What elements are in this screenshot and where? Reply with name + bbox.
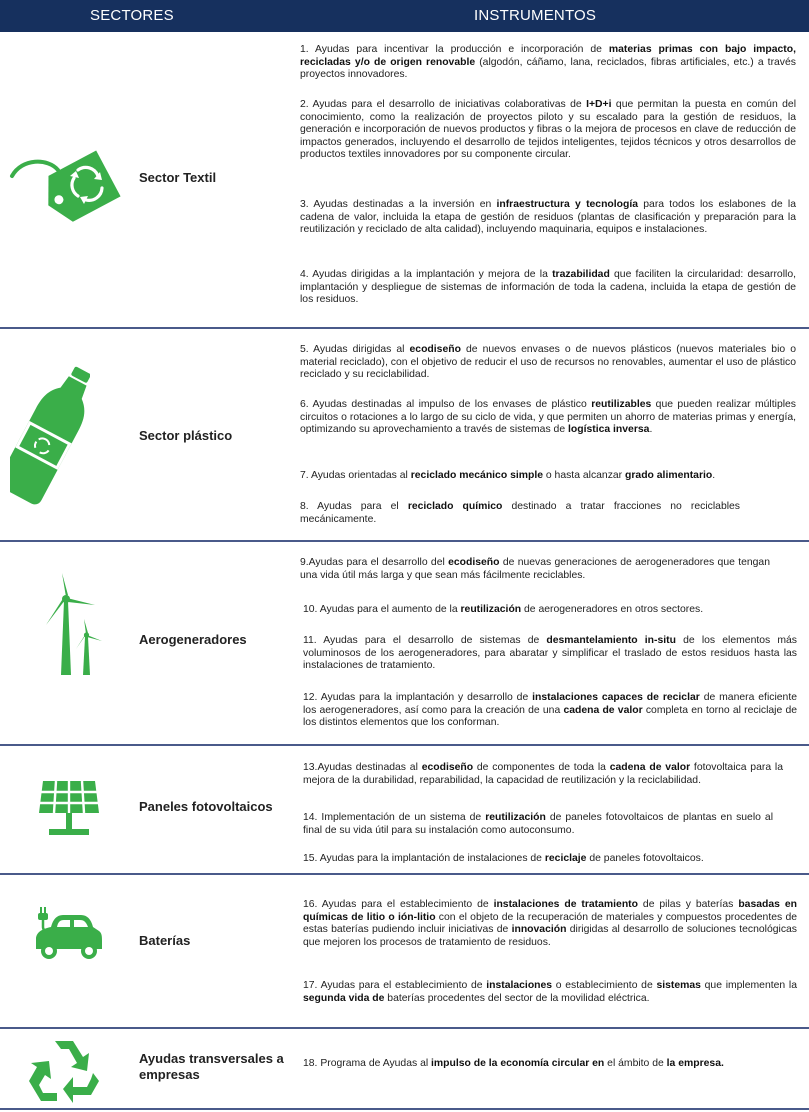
sector-label-aerogeneradores: Aerogeneradores — [139, 632, 247, 647]
item-text: de los elementos más voluminosos de los aerogeneradores, para abaratar y simplificar el traslado de estos residuos hasta las instalaciones de tratamiento. — [303, 635, 797, 672]
item-highlight-text: la empresa. — [666, 1058, 724, 1069]
item-text: 15. Ayudas para la implantación de instalaciones de — [303, 853, 545, 864]
item-text: completa en torno al reciclaje de los distintos elementos que los conforman. — [303, 704, 798, 729]
item-text: 13.Ayudas destinadas al — [303, 762, 422, 773]
item-text: 17. Ayudas para el establecimiento de — [303, 980, 487, 991]
instrument-item — [303, 853, 797, 866]
item-highlight-text: impulso de la economía circular en — [431, 1058, 605, 1069]
item-text: que implementen la — [700, 980, 797, 991]
item-highlight-text: ecodiseño — [448, 557, 500, 568]
item-text: fotovoltaica para la mejora de la durabilidad, reparabilidad, la capacidad de reutilización y la reciclabilidad. — [303, 762, 783, 786]
item-text: 10. Ayudas para el aumento de la — [303, 604, 461, 615]
instrument-item — [300, 399, 796, 437]
item-text: 18. Programa de Ayudas al — [303, 1058, 432, 1069]
item-text: de nuevos envases o de nuevos plásticos (nuevos materiales bio o material reciclado), con el objetivo de reducir el uso de recursos no renovables, aumentar el uso de plástico reciclado y su reciclabilidad. — [300, 344, 796, 381]
item-text: 16. Ayudas para el establecimiento de — [303, 899, 494, 910]
item-text: destinado a tratar fracciones no reciclables mecánicamente. — [300, 501, 741, 525]
instrument-item — [303, 692, 797, 730]
item-text: que permitan la puesta en común del conocimiento, como la realización de proyectos piloto y su escalado para la gestión de residuos, la generación e incorporación de nuevos productos y fibras o la mejora de procesos en clave de reducción de impactos generados, incluyendo el desarrollo de tejidos inteligentes, tejidos técnicos y otros desarrollos de productos textiles innovadores por su componente circular. — [300, 99, 796, 161]
item-text: 11. Ayudas para el desarrollo de sistemas de — [303, 635, 547, 646]
recycle-arrows-icon — [27, 1037, 103, 1105]
item-text: . — [712, 470, 716, 481]
item-highlight-text: reciclado químico — [407, 501, 503, 512]
instrument-item — [300, 344, 796, 382]
sector-label-transversales: Ayudas transversales a empresas — [139, 1051, 284, 1082]
instrument-item — [300, 199, 796, 237]
item-text: el ámbito de — [604, 1058, 667, 1069]
item-highlight-text: infraestructura y tecnología — [496, 199, 639, 210]
item-text: 8. Ayudas para el — [300, 501, 408, 512]
item-text: con el objeto de la recuperación de materiales y compuestos procedentes de estas baterías pudiendo incluir iniciativas de — [303, 911, 797, 936]
item-text: 6. Ayudas destinadas al impulso de los envases de plástico — [300, 399, 592, 410]
instrument-item — [300, 44, 796, 82]
item-highlight-text: instalaciones de tratamiento — [493, 899, 638, 910]
item-text: de pilas y baterías — [637, 899, 739, 910]
sector-label-textil: Sector Textil — [139, 170, 217, 185]
instrument-item — [303, 812, 773, 837]
instrument-item — [303, 980, 797, 1005]
instrument-item — [303, 899, 797, 949]
item-text: de componentes de toda la — [473, 762, 610, 773]
item-highlight-text: I+D+i — [586, 99, 612, 110]
item-highlight-text: materias primas con bajo impacto, recicladas y/o de origen renovable — [300, 44, 796, 68]
item-highlight-text: cadena de valor — [563, 704, 643, 716]
row-divider — [0, 873, 809, 875]
item-highlight-text: ecodiseño — [421, 762, 474, 773]
item-text: que faciliten la circularidad: desarrollo, implantación y despliegue de sistemas de información de toda la cadena, incluida la etapa de gestión de los residuos. — [300, 269, 796, 306]
item-text: de aerogeneradores en otros sectores. — [521, 604, 704, 615]
item-text: dirigidas al desarrollo de soluciones tecnológicas que mejoren los procesos de tratamiento de residuos. — [303, 924, 797, 948]
sector-label-paneles: Paneles fotovoltaicos — [139, 799, 273, 814]
item-highlight-text: segunda vida de — [303, 992, 385, 1004]
item-highlight-text: reutilizables — [591, 399, 652, 410]
item-text: (algodón, cáñamo, lana, reciclados, fibras artificiales, etc.) a través proyectos innovadores. — [300, 56, 796, 81]
item-highlight-text: logística inversa — [568, 424, 650, 436]
row-divider — [0, 540, 809, 542]
item-text: 9.Ayudas para el desarrollo del — [300, 557, 449, 568]
instrument-item — [303, 604, 799, 617]
row-divider — [0, 1108, 809, 1110]
row-divider — [0, 744, 809, 746]
item-text: o establecimiento de — [552, 980, 657, 991]
item-highlight-text: sistemas — [656, 980, 701, 991]
instrument-item — [300, 557, 770, 582]
item-text: de paneles fotovoltaicos de plantas en suelo al final de su vida útil para su instalación como autoconsumo. — [303, 812, 773, 836]
item-text: para todos los eslabones de la cadena de valor, incluida la etapa de gestión de residuos (plantas de clasificación y preparación para la reutilización y reciclado de alta calidad), incluyendo maquinaria, equipos e instalaciones. — [300, 199, 796, 236]
item-text: de manera eficiente los aerogeneradores, así como para la creación de una — [303, 692, 797, 716]
item-highlight-text: reciclado mecánico simple — [410, 470, 543, 481]
table-header — [0, 0, 809, 32]
item-text: 1. Ayudas para incentivar la producción e incorporación de — [300, 44, 609, 55]
instrument-item — [300, 269, 796, 307]
instrument-item — [300, 99, 796, 162]
item-highlight-text: innovación — [511, 924, 567, 936]
item-highlight-text: desmantelamiento in-situ — [546, 635, 676, 646]
electric-car-icon — [33, 903, 105, 967]
plastic-bottle-icon — [10, 358, 90, 508]
item-text: 5. Ayudas dirigidas al — [300, 344, 410, 355]
item-text: 2. Ayudas para el desarrollo de iniciativas colaborativas de — [300, 99, 587, 110]
item-highlight-text: reciclaje — [544, 853, 587, 864]
item-text: baterías procedentes del sector de la movilidad eléctrica. — [384, 992, 650, 1004]
sector-label-plastico: Sector plástico — [139, 428, 233, 443]
instrument-item — [300, 501, 740, 526]
item-text: 3. Ayudas destinadas a la inversión en — [300, 199, 497, 210]
recycle-tag-icon — [8, 132, 128, 222]
item-highlight-text: reutilización — [485, 812, 546, 823]
item-text: 7. Ayudas orientadas al — [300, 470, 411, 481]
wind-turbine-icon — [40, 573, 110, 683]
item-highlight-text: ecodiseño — [409, 344, 461, 355]
item-text: 4. Ayudas dirigidas a la implantación y mejora de la — [300, 269, 553, 280]
item-text: de nuevas generaciones de aerogeneradores que tengan una vida útil más larga y que sean más fácilmente reciclables. — [300, 557, 770, 581]
column-header-instrumentos: INSTRUMENTOS — [474, 7, 597, 24]
item-text: 14. Implementación de un sistema de — [303, 812, 486, 823]
solar-panel-icon — [37, 777, 101, 841]
item-highlight-text: cadena de valor — [609, 762, 691, 773]
item-highlight-text: instalaciones capaces de reciclar — [532, 692, 700, 703]
item-highlight-text: reutilización — [460, 604, 522, 615]
item-text: de paneles fotovoltaicos. — [586, 853, 704, 864]
item-text: 12. Ayudas para la implantación y desarrollo de — [303, 692, 533, 703]
item-highlight-text: trazabilidad — [552, 269, 610, 280]
sector-label-baterias: Baterías — [139, 933, 191, 948]
row-divider — [0, 1027, 809, 1029]
column-header-sectores: SECTORES — [90, 7, 174, 24]
item-text: . — [649, 424, 653, 436]
instrument-item — [303, 1058, 773, 1071]
instrument-item — [300, 470, 796, 483]
item-text: que pueden realizar múltiples circuitos o rotaciones a lo largo de su ciclo de vida, y que permiten un ahorro de materias primas y energía, optimizando su aprovechamiento a través de sistemas de — [300, 399, 797, 436]
instrument-item — [303, 635, 797, 673]
instrument-item — [303, 762, 783, 787]
item-text: o hasta alcanzar — [543, 470, 626, 481]
item-highlight-text: instalaciones — [486, 980, 553, 991]
item-highlight-text: basadas en químicas de litio o ión-litio — [303, 899, 797, 923]
item-highlight-text: grado alimentario — [625, 470, 713, 481]
row-divider — [0, 327, 809, 329]
